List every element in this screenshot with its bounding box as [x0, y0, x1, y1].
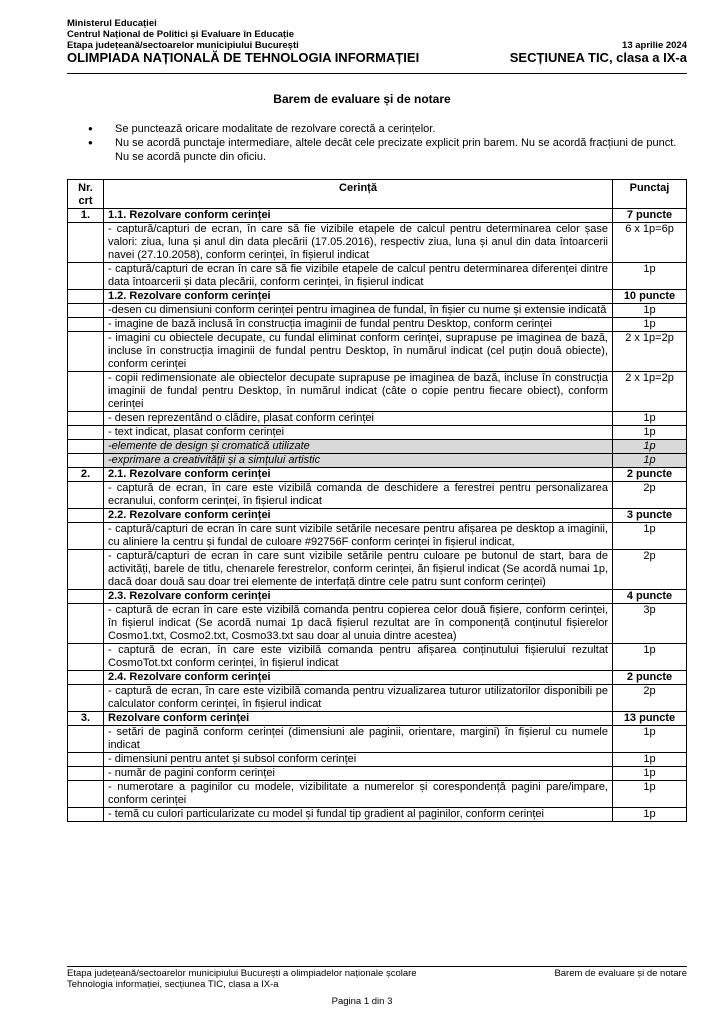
row-points: 1p: [613, 318, 687, 332]
row-points: 2p: [613, 550, 687, 590]
row-points: 2p: [613, 685, 687, 712]
row-points: 2p: [613, 482, 687, 509]
row-requirement: 1.1. Rezolvare conform cerinței: [104, 209, 613, 223]
row-points: 1p: [613, 644, 687, 671]
row-requirement: - captură/capturi de ecran, în care să fie vizibile etapele de calcul pentru determinarea celor șase valori: ziua, luna și anul din data plecării (17.05.2016), respectiv ziua, luna și anul din data întoarcerii navei (27.10.2058), conform cerinței, în fișierul indicat: [104, 223, 613, 263]
row-number: [68, 726, 104, 753]
row-requirement: -exprimare a creativității și a simțului artistic: [104, 454, 613, 468]
row-requirement: 2.2. Rezolvare conform cerinței: [104, 509, 613, 523]
row-requirement: - imagine de bază inclusă în construcția imaginii de fundal pentru Desktop, conform cerinței: [104, 318, 613, 332]
page-title: Barem de evaluare și de notare: [273, 92, 451, 106]
row-points: 2 puncte: [613, 671, 687, 685]
header-nr: Nr. crt: [68, 180, 104, 209]
row-points: 6 x 1p=6p: [613, 223, 687, 263]
row-number: [68, 523, 104, 550]
table-row: [68, 318, 687, 332]
row-requirement: - captură de ecran, în care este vizibilă comanda pentru vizualizarea tuturor utilizatorilor disponibili pe calculator conform cerinței, în fișierul indicat: [104, 685, 613, 712]
table-row: [68, 454, 687, 468]
row-requirement: -elemente de design și cromatică utilizate: [104, 440, 613, 454]
table-header-row: [68, 180, 687, 209]
row-number: [68, 372, 104, 412]
ministry-name: Ministerul Educației: [67, 18, 157, 29]
row-number: [68, 509, 104, 523]
table-row: [68, 767, 687, 781]
table-row: [68, 671, 687, 685]
row-number: [68, 412, 104, 426]
row-points: 1p: [613, 523, 687, 550]
row-number: [68, 304, 104, 318]
row-points: 2 puncte: [613, 468, 687, 482]
row-number: [68, 426, 104, 440]
row-points: 3p: [613, 604, 687, 644]
table-row: [68, 781, 687, 808]
row-points: 1p: [613, 767, 687, 781]
center-name: Centrul Național de Politici și Evaluare în Educație: [67, 29, 295, 40]
footer-divider: [67, 966, 687, 967]
row-requirement: - număr de pagini conform cerinței: [104, 767, 613, 781]
row-points: 10 puncte: [613, 290, 687, 304]
row-number: [68, 332, 104, 372]
table-row: [68, 604, 687, 644]
table-row: [68, 550, 687, 590]
row-points: 13 puncte: [613, 712, 687, 726]
row-number: [68, 482, 104, 509]
table-row: [68, 685, 687, 712]
footer-stage: Etapa județeană/sectoarelor municipiului București a olimpiadelor naționale școlare: [67, 968, 417, 979]
table-row: [68, 753, 687, 767]
row-requirement: - imagini cu obiectele decupate, cu fundal eliminat conform cerinței, suprapuse pe imaginea de bază, incluse în construcția imaginii de fundal pentru Desktop, în numărul indicat (cel puțin două obiecte), conform cerinței: [104, 332, 613, 372]
row-points: 2 x 1p=2p: [613, 332, 687, 372]
row-number: [68, 318, 104, 332]
footer-subject: Tehnologia informației, secțiunea TIC, clasa a IX-a: [67, 979, 279, 990]
stage-name: Etapa județeană/sectoarelor municipiului București: [67, 40, 299, 51]
table-row: [68, 223, 687, 263]
table-row: [68, 290, 687, 304]
row-points: 1p: [613, 304, 687, 318]
row-number: [68, 685, 104, 712]
table-row: [68, 440, 687, 454]
row-number: [68, 671, 104, 685]
row-requirement: - captură de ecran, în care este vizibilă comanda de deschidere a ferestrei pentru personalizarea ecranului, conform cerinței, în fișierul indicat: [104, 482, 613, 509]
row-points: 1p: [613, 263, 687, 290]
table-row: [68, 712, 687, 726]
row-number: [68, 644, 104, 671]
row-number: [68, 550, 104, 590]
row-points: 1p: [613, 440, 687, 454]
note-item: ● Nu se acordă punctaje intermediare, altele decât cele precizate explicit prin barem. Nu se acordă fracțiuni de punct. Nu se acordă puncte din oficiu.: [88, 136, 688, 164]
row-requirement: 2.1. Rezolvare conform cerinței: [104, 468, 613, 482]
row-requirement: - captură de ecran în care este vizibilă comanda pentru copierea celor două fișiere, conform cerinței, în fișierul indicat (Se acordă numai 1p dacă fișierul rezultat are în componență conținutul fișierelor Cosmo1.txt, Cosmo2.txt, Cosmo33.txt sau doar al unuia dintre acestea): [104, 604, 613, 644]
grading-table: [67, 179, 687, 822]
row-requirement: Rezolvare conform cerinței: [104, 712, 613, 726]
header-row-olympiad: [67, 51, 687, 65]
row-points: 1p: [613, 454, 687, 468]
row-points: 4 puncte: [613, 590, 687, 604]
header-cerinta: Cerință: [104, 180, 613, 209]
footer-doc-type: Barem de evaluare și de notare: [554, 968, 687, 979]
table-row: [68, 209, 687, 223]
row-requirement: -desen cu dimensiuni conform cerinței pentru imaginea de fundal, în fișier cu nume și extensie indicată: [104, 304, 613, 318]
table-row: [68, 726, 687, 753]
row-requirement: - desen reprezentând o clădire, plasat conform cerinței: [104, 412, 613, 426]
row-requirement: - numerotare a paginilor cu modele, vizibilitate a numerelor și corespondență pagini pare/impare, conform cerinței: [104, 781, 613, 808]
row-requirement: - copii redimensionate ale obiectelor decupate suprapuse pe imaginea de bază, incluse în construcția imaginii de fundal pentru Desktop, în numărul indicat (câte o copie pentru fiecare obiect), conform cerinței: [104, 372, 613, 412]
row-points: 2 x 1p=2p: [613, 372, 687, 412]
row-number: [68, 808, 104, 822]
table-row: [68, 426, 687, 440]
table-row: [68, 372, 687, 412]
notes-list: [88, 122, 688, 164]
olympiad-name: OLIMPIADA NAȚIONALĂ DE TEHNOLOGIA INFORMAȚIEI: [67, 50, 420, 65]
row-number: [68, 767, 104, 781]
table-row: [68, 590, 687, 604]
note-item: ● Se punctează oricare modalitate de rezolvare corectă a cerințelor.: [88, 122, 688, 136]
row-number: 3.: [68, 712, 104, 726]
row-points: 1p: [613, 781, 687, 808]
row-requirement: - captură/capturi de ecran în care să fie vizibile etapele de calcul pentru determinarea diferenței dintre data întoarcerii și data plecării, conform cerinței, în fișierul indicat: [104, 263, 613, 290]
row-number: 1.: [68, 209, 104, 223]
row-points: 1p: [613, 808, 687, 822]
row-number: [68, 290, 104, 304]
page-number: Pagina 1 din 3: [331, 996, 393, 1007]
table-body: [68, 209, 687, 822]
row-points: 3 puncte: [613, 509, 687, 523]
row-requirement: - setări de pagină conform cerinței (dimensiuni ale paginii, orientare, margini) în fișierul cu numele indicat: [104, 726, 613, 753]
header-punctaj: Punctaj: [613, 180, 687, 209]
row-requirement: - dimensiuni pentru antet și subsol conform cerinței: [104, 753, 613, 767]
row-points: 1p: [613, 726, 687, 753]
row-requirement: - captură/capturi de ecran în care sunt vizibile setările pentru culoare pe butonul de start, bara de activități, barele de titlu, chenarele ferestrelor, conform cerinței, ăn fișierul indicat (Se acordă numai 1p, dacă doar două sau doar trei elemente de interfață dintre cele patru sunt conform cerinței): [104, 550, 613, 590]
row-requirement: 2.4. Rezolvare conform cerinței: [104, 671, 613, 685]
table-row: [68, 468, 687, 482]
table-row: [68, 482, 687, 509]
table-row: [68, 523, 687, 550]
row-points: 7 puncte: [613, 209, 687, 223]
row-number: [68, 753, 104, 767]
row-number: [68, 263, 104, 290]
header-divider: [67, 73, 687, 74]
row-points: 1p: [613, 426, 687, 440]
table-row: [68, 644, 687, 671]
table-row: [68, 808, 687, 822]
row-requirement: - temă cu culori particularizate cu model și fundal tip gradient al paginilor, conform cerinței: [104, 808, 613, 822]
table-row: [68, 509, 687, 523]
row-number: [68, 590, 104, 604]
row-requirement: - captură de ecran, în care este vizibilă comanda pentru afișarea conținutului fișierului rezultat CosmoTot.txt conform cerinței, în fișierul indicat: [104, 644, 613, 671]
row-points: 1p: [613, 412, 687, 426]
document-header: [67, 18, 687, 65]
document-footer: [67, 968, 687, 990]
exam-date: 13 aprilie 2024: [622, 40, 687, 51]
row-requirement: - captură/capturi de ecran în care sunt vizibile setările necesare pentru afișarea pe desktop a imaginii, cu aliniere la centru și fundal de culoare #92756F conform cerinței în fișierul indicat,: [104, 523, 613, 550]
row-number: 2.: [68, 468, 104, 482]
row-requirement: - text indicat, plasat conform cerinței: [104, 426, 613, 440]
row-points: 1p: [613, 753, 687, 767]
row-number: [68, 781, 104, 808]
table-row: [68, 263, 687, 290]
table-row: [68, 412, 687, 426]
table-row: [68, 304, 687, 318]
row-requirement: 1.2. Rezolvare conform cerinței: [104, 290, 613, 304]
row-number: [68, 440, 104, 454]
section-name: SECȚIUNEA TIC, clasa a IX-a: [509, 50, 687, 65]
row-number: [68, 454, 104, 468]
row-number: [68, 604, 104, 644]
row-number: [68, 223, 104, 263]
row-requirement: 2.3. Rezolvare conform cerinței: [104, 590, 613, 604]
table-row: [68, 332, 687, 372]
